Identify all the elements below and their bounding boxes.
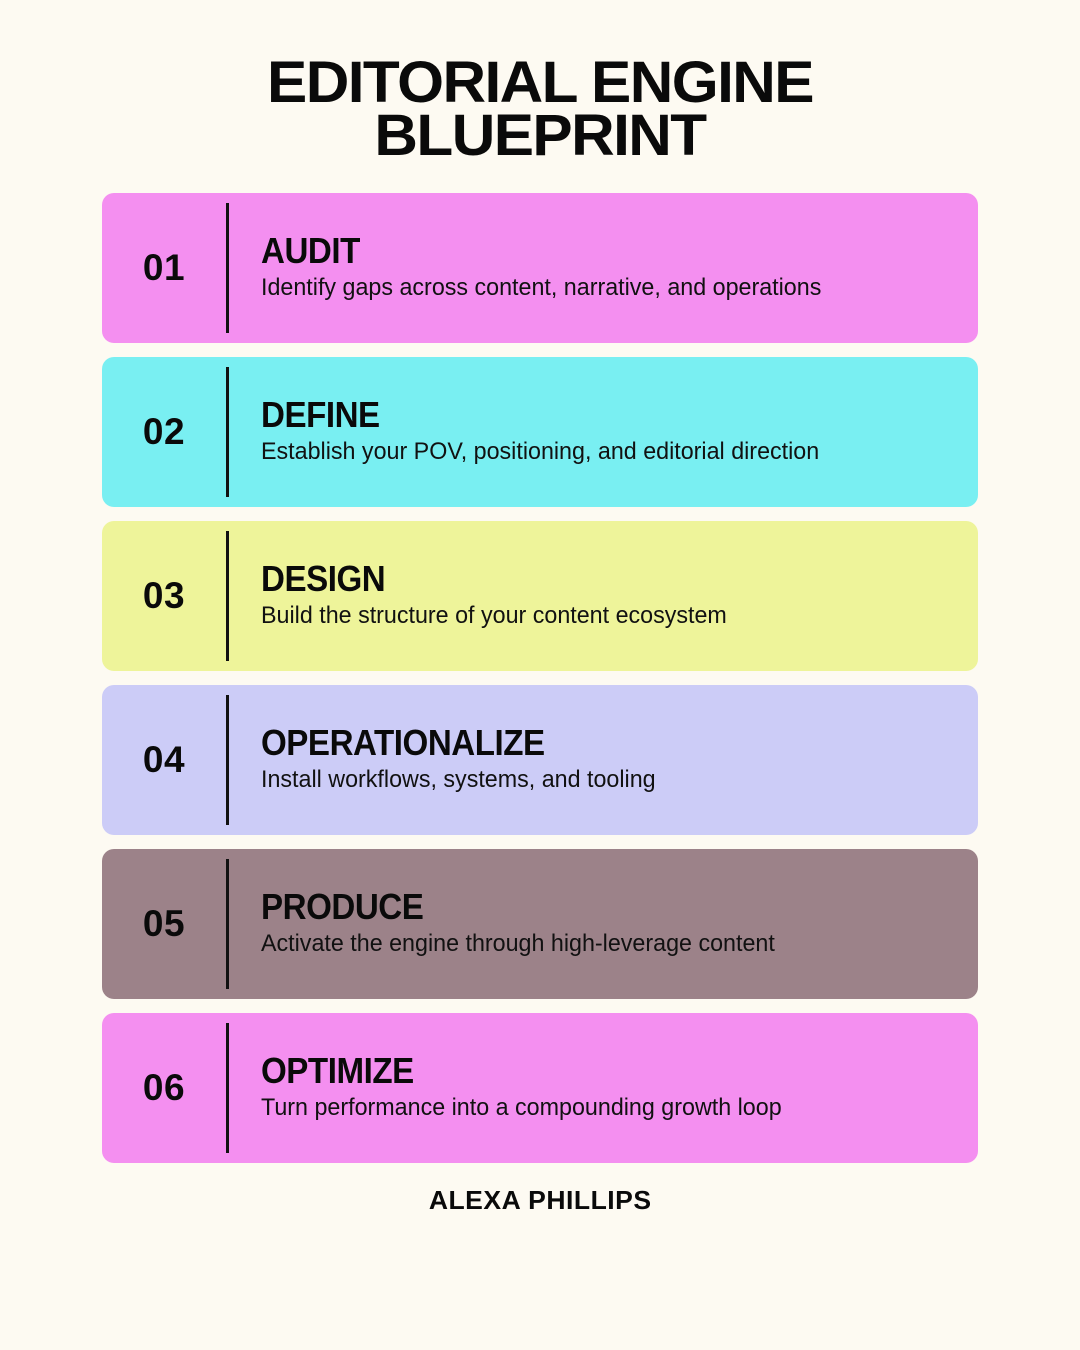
step-title: OPTIMIZE: [261, 1049, 414, 1091]
step-description: Activate the engine through high-leverage content: [261, 929, 775, 957]
step-item: [102, 193, 978, 343]
step-description: Establish your POV, positioning, and editorial direction: [261, 437, 820, 465]
step-description: Build the structure of your content ecosystem: [261, 601, 727, 629]
step-description: Identify gaps across content, narrative, and operations: [261, 273, 822, 301]
page-title: [0, 50, 1080, 169]
page-title-line-1: EDITORIAL ENGINE: [267, 50, 813, 115]
step-body: [229, 1013, 978, 1163]
step-body: [229, 685, 978, 835]
step-body: [229, 521, 978, 671]
step-number: 03: [142, 574, 186, 616]
step-title: PRODUCE: [261, 885, 424, 927]
step-title: OPERATIONALIZE: [261, 721, 545, 763]
steps-list: [102, 193, 978, 1163]
step-title: AUDIT: [261, 229, 360, 271]
step-item: [102, 357, 978, 507]
step-body: [229, 193, 978, 343]
step-body: [229, 357, 978, 507]
step-item: [102, 685, 978, 835]
step-description: Turn performance into a compounding growth loop: [261, 1093, 782, 1121]
step-number: 02: [142, 410, 186, 452]
step-body: [229, 849, 978, 999]
step-number: 04: [142, 738, 186, 780]
step-number: 01: [142, 246, 186, 288]
step-title: DESIGN: [261, 557, 386, 599]
brand-footer: ALEXA PHILLIPS: [428, 1184, 652, 1215]
step-item: [102, 521, 978, 671]
step-description: Install workflows, systems, and tooling: [261, 765, 656, 793]
step-title: DEFINE: [261, 393, 380, 435]
page-title-line-2: BLUEPRINT: [374, 103, 706, 169]
step-number: 06: [142, 1066, 186, 1108]
step-number: 05: [142, 902, 186, 944]
step-item: [102, 849, 978, 999]
step-item: [102, 1013, 978, 1163]
